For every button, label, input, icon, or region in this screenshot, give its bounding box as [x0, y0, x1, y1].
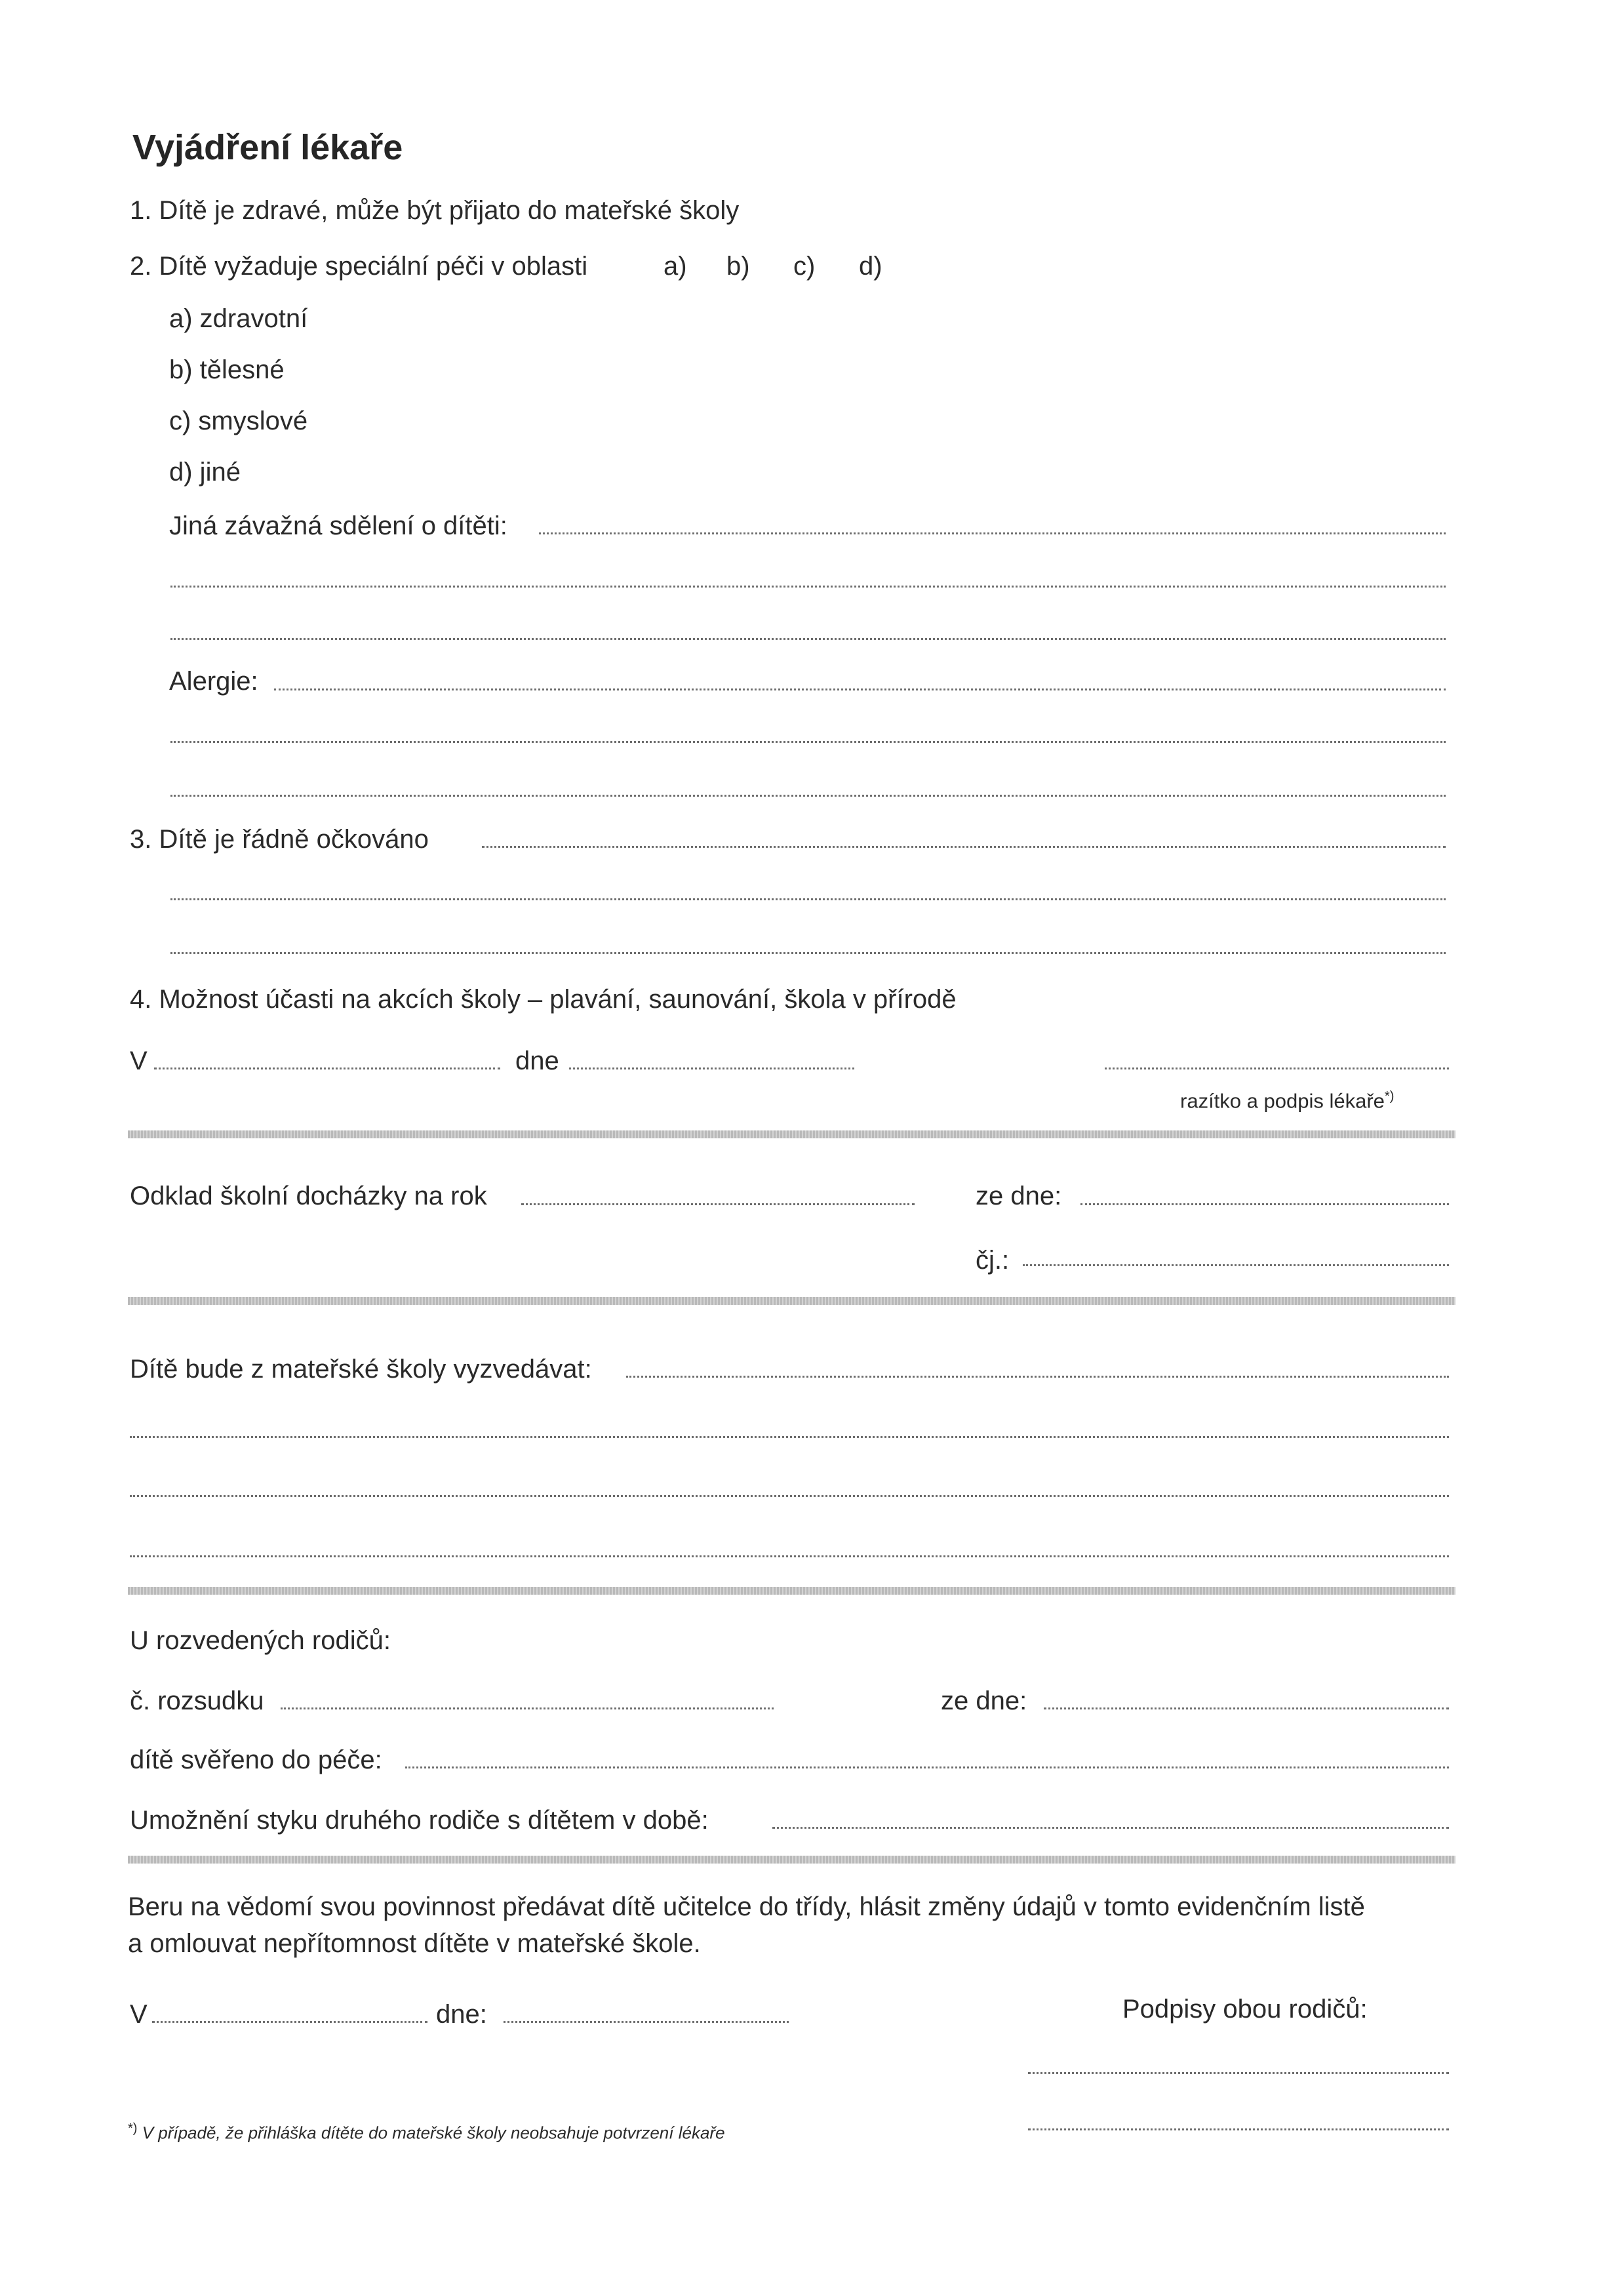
deferral-ref-label: čj.: — [976, 1246, 1010, 1275]
vaccination-line-1[interactable] — [482, 846, 1446, 848]
parents-place-line[interactable] — [152, 2021, 427, 2023]
custody-line[interactable] — [405, 1766, 1449, 1768]
parent-signature-line-2[interactable] — [1028, 2128, 1449, 2130]
other-info-line-2[interactable] — [170, 586, 1446, 588]
doctor-sign-line[interactable] — [1105, 1068, 1449, 1069]
vaccination-line-3[interactable] — [170, 952, 1446, 954]
doctor-sign-caption: razítko a podpis lékaře*) — [1180, 1089, 1395, 1113]
choice-a[interactable]: a) — [663, 252, 687, 281]
option-b: b) tělesné — [169, 355, 285, 384]
custody-label: dítě svěřeno do péče: — [130, 1746, 382, 1774]
divorced-heading: U rozvedených rodičů: — [130, 1626, 391, 1655]
pickup-line-2[interactable] — [130, 1436, 1449, 1438]
vaccination-line-2[interactable] — [170, 898, 1446, 900]
allergy-label: Alergie: — [169, 667, 258, 696]
parent-signature-line-1[interactable] — [1028, 2072, 1449, 2074]
deferral-label: Odklad školní docházky na rok — [130, 1182, 487, 1210]
parents-date-line[interactable] — [504, 2021, 789, 2023]
acknowledgement-line-1: Beru na vědomí svou povinnost předávat dítě učitelce do třídy, hlásit změny údajů v tomto evidenčním listě — [128, 1892, 1365, 1921]
deferral-ref-line[interactable] — [1023, 1264, 1449, 1266]
parents-date-label: dne: — [436, 2000, 487, 2029]
pickup-line-1[interactable] — [626, 1376, 1449, 1378]
verdict-line[interactable] — [281, 1707, 774, 1709]
choice-d[interactable]: d) — [859, 252, 882, 281]
verdict-date-line[interactable] — [1044, 1707, 1449, 1709]
allergy-line-3[interactable] — [170, 795, 1446, 797]
page-title: Vyjádření lékaře — [132, 128, 403, 167]
parents-place-label: V — [130, 2000, 148, 2029]
option-a: a) zdravotní — [169, 304, 308, 333]
contact-label: Umožnění styku druhého rodiče s dítětem v době: — [130, 1806, 709, 1835]
item-2-label: 2. Dítě vyžaduje speciální péči v oblasti — [130, 252, 588, 281]
choice-c[interactable]: c) — [793, 252, 816, 281]
acknowledgement-line-2: a omlouvat nepřítomnost dítěte v mateřské škole. — [128, 1929, 701, 1958]
other-info-line-3[interactable] — [170, 638, 1446, 640]
doctor-date-label: dne — [515, 1047, 559, 1075]
item-3: 3. Dítě je řádně očkováno — [130, 825, 429, 854]
section-divider — [128, 1297, 1456, 1305]
other-info-label: Jiná závažná sdělení o dítěti: — [169, 511, 507, 540]
allergy-line-2[interactable] — [170, 741, 1446, 743]
deferral-date-label: ze dne: — [976, 1182, 1062, 1210]
choice-b[interactable]: b) — [726, 252, 750, 281]
section-divider — [128, 1587, 1456, 1595]
verdict-date-label: ze dne: — [941, 1686, 1027, 1715]
deferral-date-line[interactable] — [1080, 1203, 1449, 1205]
option-c: c) smyslové — [169, 407, 308, 435]
verdict-label: č. rozsudku — [130, 1686, 264, 1715]
section-divider — [128, 1130, 1456, 1138]
parents-signatures-label: Podpisy obou rodičů: — [1122, 1995, 1368, 2024]
contact-line[interactable] — [772, 1827, 1449, 1829]
section-divider — [128, 1856, 1456, 1864]
other-info-line-1[interactable] — [539, 532, 1446, 534]
item-4: 4. Možnost účasti na akcích školy – plavání, saunování, škola v přírodě — [130, 985, 957, 1014]
deferral-year-line[interactable] — [521, 1203, 915, 1205]
doctor-place-label: V — [130, 1047, 148, 1075]
option-d: d) jiné — [169, 458, 241, 487]
pickup-line-3[interactable] — [130, 1495, 1449, 1497]
footnote: *) V případě, že přihláška dítěte do mateřské školy neobsahuje potvrzení lékaře — [128, 2121, 725, 2143]
doctor-place-line[interactable] — [154, 1068, 500, 1069]
allergy-line-1[interactable] — [274, 688, 1446, 690]
pickup-label: Dítě bude z mateřské školy vyzvedávat: — [130, 1355, 592, 1384]
item-1: 1. Dítě je zdravé, může být přijato do mateřské školy — [130, 196, 740, 225]
pickup-line-4[interactable] — [130, 1555, 1449, 1557]
doctor-date-line[interactable] — [569, 1068, 854, 1069]
